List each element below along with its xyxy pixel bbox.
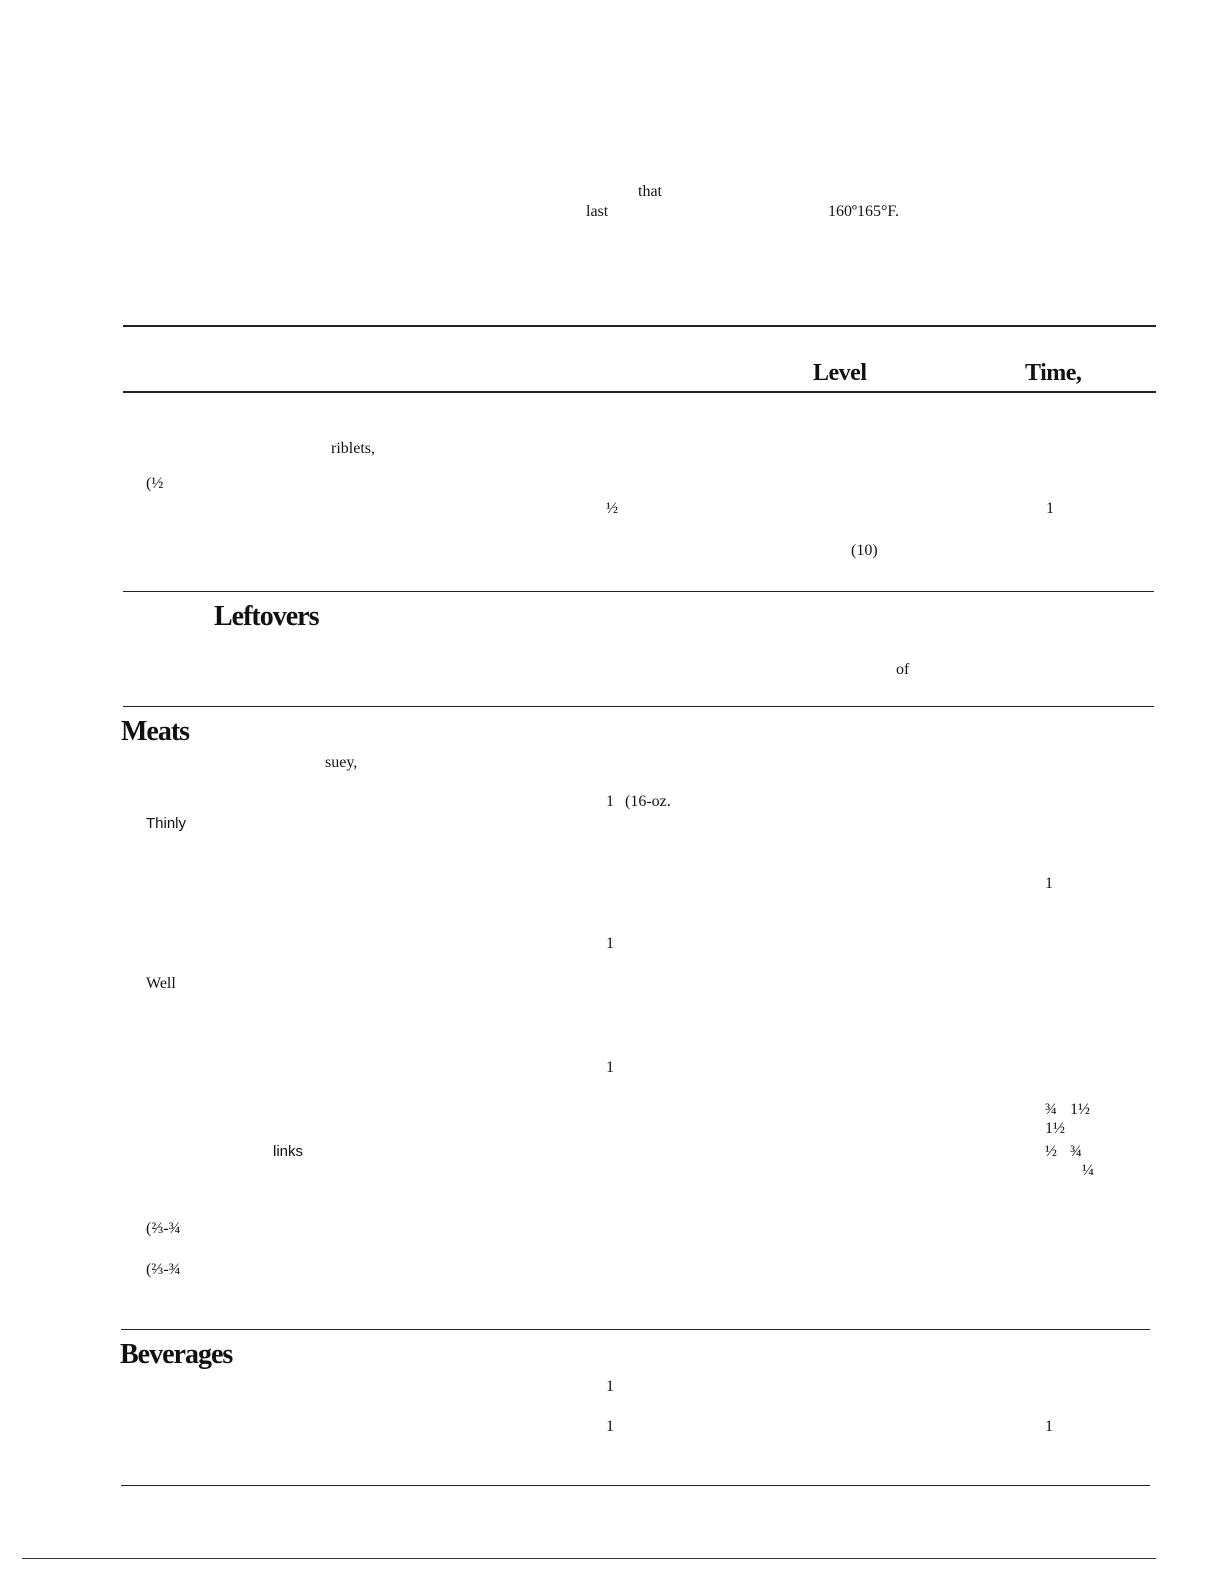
meats-half: ½ bbox=[1045, 1143, 1057, 1160]
meats-three-quarter: ¾ bbox=[1070, 1143, 1082, 1160]
top-row-half-paren: (½ bbox=[146, 475, 164, 492]
beverages-one: 1 bbox=[606, 1418, 614, 1435]
table-top-rule bbox=[123, 325, 1156, 327]
meats-one: 1 bbox=[1045, 875, 1053, 892]
meats-quarter: ¼ bbox=[1082, 1162, 1094, 1179]
intro-word-last: last bbox=[586, 203, 609, 220]
meats-links: links bbox=[273, 1143, 304, 1160]
meats-fraction: (⅔-¾ bbox=[146, 1220, 181, 1237]
meats-fraction: (⅔-¾ bbox=[146, 1261, 181, 1278]
top-row-riblets: riblets, bbox=[331, 440, 375, 457]
section-rule bbox=[121, 1485, 1150, 1486]
meats-suey: suey, bbox=[325, 754, 358, 771]
meats-one: 1 bbox=[606, 1059, 614, 1076]
section-title-meats: Meats bbox=[121, 716, 190, 747]
intro-word-that: that bbox=[638, 183, 662, 200]
table-header-rule bbox=[123, 391, 1156, 393]
section-title-leftovers: Leftovers bbox=[214, 601, 319, 632]
beverages-one: 1 bbox=[1045, 1418, 1053, 1435]
intro-temperature: 160º165°F. bbox=[828, 203, 899, 220]
beverages-one: 1 bbox=[606, 1378, 614, 1395]
meats-thinly: Thinly bbox=[146, 815, 187, 832]
meats-one: 1 bbox=[606, 793, 614, 810]
meats-three-quarter: ¾ bbox=[1045, 1101, 1057, 1118]
meats-well: Well bbox=[146, 975, 176, 992]
section-title-beverages: Beverages bbox=[120, 1339, 233, 1370]
section-rule bbox=[123, 591, 1154, 592]
leftovers-of: of bbox=[896, 661, 910, 678]
top-row-one: 1 bbox=[1046, 500, 1054, 517]
meats-one: 1 bbox=[606, 935, 614, 952]
section-rule bbox=[121, 1329, 1150, 1330]
section-rule bbox=[123, 706, 1154, 707]
meats-can-size: (16-oz. bbox=[625, 793, 671, 810]
page-bottom-rule bbox=[22, 1558, 1156, 1559]
header-power-level: Level bbox=[813, 360, 867, 386]
meats-one-half: 1½ bbox=[1070, 1101, 1090, 1118]
header-time: Time, bbox=[1025, 360, 1082, 386]
top-row-half: ½ bbox=[606, 500, 618, 517]
meats-one-half: 1½ bbox=[1045, 1120, 1065, 1137]
top-row-ten: (10) bbox=[851, 542, 878, 559]
